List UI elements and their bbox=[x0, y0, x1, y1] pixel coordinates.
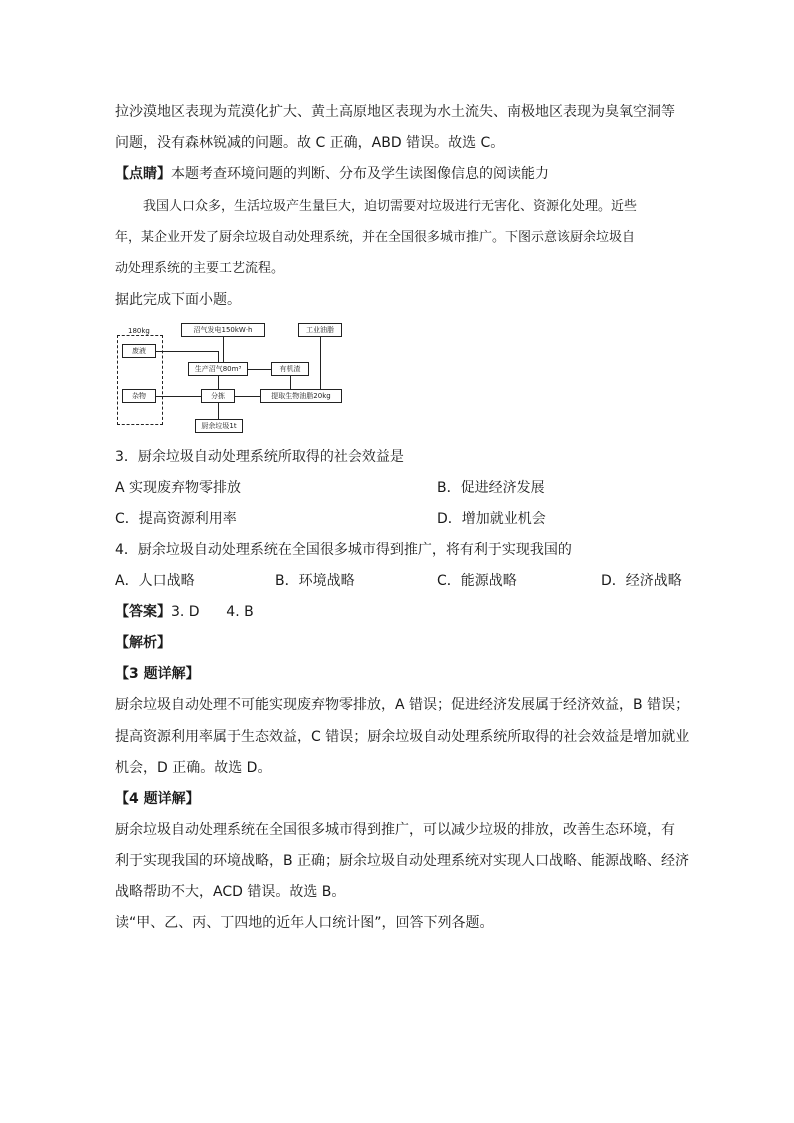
industrial-oil-box: 工业油脂 bbox=[298, 323, 342, 337]
dianjing-tag: 【点睛】 bbox=[115, 166, 171, 182]
q4-option-b: B．环境战略 bbox=[275, 573, 355, 589]
q3-option-d: D．增加就业机会 bbox=[437, 511, 546, 527]
connector bbox=[248, 369, 271, 370]
kitchen-waste-box: 厨余垃圾1t bbox=[195, 419, 243, 433]
answer-tag: 【答案】 bbox=[115, 604, 171, 620]
debris-box: 杂物 bbox=[122, 389, 156, 403]
connector bbox=[156, 396, 201, 397]
question-3-stem: 3．厨余垃圾自动处理系统所取得的社会效益是 bbox=[115, 449, 404, 465]
intro-line: 动处理系统的主要工艺流程。 bbox=[115, 261, 285, 276]
answer-text: 3. D 4. B bbox=[171, 604, 254, 620]
answer-line bbox=[115, 602, 254, 622]
analysis-tag: 【解析】 bbox=[115, 635, 171, 651]
q4-detail-line: 战略帮助不大，ACD 错误。故选 B。 bbox=[115, 884, 346, 900]
connector bbox=[290, 376, 291, 389]
dianjing-text: 本题考查环境问题的判断、分布及学生读图像信息的阅读能力 bbox=[171, 166, 549, 182]
intro-line: 我国人口众多，生活垃圾产生量巨大，迫切需要对垃圾进行无害化、资源化处理。近些 bbox=[143, 199, 638, 214]
bio-oil-box: 提取生物油脂20kg bbox=[260, 389, 342, 403]
q3-option-a: A 实现废弃物零排放 bbox=[115, 480, 242, 496]
q3-detail-tag: 【3 题详解】 bbox=[115, 666, 200, 682]
connector bbox=[320, 337, 321, 389]
group-weight-label: 180kg bbox=[128, 327, 150, 335]
sorting-box: 分拣 bbox=[201, 389, 235, 403]
biogas-power-box: 沼气发电150kW·h bbox=[181, 323, 265, 337]
next-question-intro: 读“甲、乙、丙、丁四地的近年人口统计图”，回答下列各题。 bbox=[115, 915, 494, 931]
q3-option-c: C．提高资源利用率 bbox=[115, 511, 237, 527]
waste-liquid-box: 废液 bbox=[122, 344, 156, 358]
paragraph-line: 拉沙漠地区表现为荒漠化扩大、黄土高原地区表现为水土流失、南极地区表现为臭氧空洞等 bbox=[115, 104, 675, 120]
organic-residue-box: 有机渣 bbox=[271, 362, 309, 376]
q3-detail-line: 厨余垃圾自动处理不可能实现废弃物零排放，A 错误；促进经济发展属于经济效益，B 错误； bbox=[115, 697, 690, 713]
connector bbox=[235, 396, 260, 397]
biogas-production-box: 生产沼气80m³ bbox=[188, 362, 248, 376]
q4-option-c: C．能源战略 bbox=[437, 573, 517, 589]
intro-line: 年，某企业开发了厨余垃圾自动处理系统，并在全国很多城市推广。下图示意该厨余垃圾自 bbox=[115, 230, 636, 245]
q3-detail-line: 提高资源利用率属于生态效益，C 错误；厨余垃圾自动处理系统所取得的社会效益是增加就业 bbox=[115, 729, 690, 745]
q4-detail-tag: 【4 题详解】 bbox=[115, 791, 200, 807]
question-4-stem: 4．厨余垃圾自动处理系统在全国很多城市得到推广，将有利于实现我国的 bbox=[115, 542, 572, 558]
q3-option-b: B．促进经济发展 bbox=[437, 480, 545, 496]
process-flow-diagram bbox=[115, 320, 355, 440]
connector bbox=[223, 337, 224, 362]
connector bbox=[218, 376, 219, 389]
q4-detail-line: 利于实现我国的环境战略，B 正确；厨余垃圾自动处理系统对实现人口战略、能源战略、经济 bbox=[115, 853, 690, 869]
q4-option-d: D．经济战略 bbox=[601, 573, 682, 589]
q4-option-a: A．人口战略 bbox=[115, 573, 195, 589]
connector bbox=[218, 403, 219, 419]
q4-detail-line: 厨余垃圾自动处理系统在全国很多城市得到推广，可以减少垃圾的排放，改善生态环境，有 bbox=[115, 822, 675, 838]
paragraph-line: 问题，没有森林锐减的问题。故 C 正确，ABD 错误。故选 C。 bbox=[115, 135, 505, 151]
dianjing-line bbox=[115, 164, 549, 184]
connector bbox=[218, 351, 219, 362]
connector bbox=[156, 351, 218, 352]
instruction-line: 据此完成下面小题。 bbox=[115, 292, 241, 308]
q3-detail-line: 机会，D 正确。故选 D。 bbox=[115, 760, 272, 776]
